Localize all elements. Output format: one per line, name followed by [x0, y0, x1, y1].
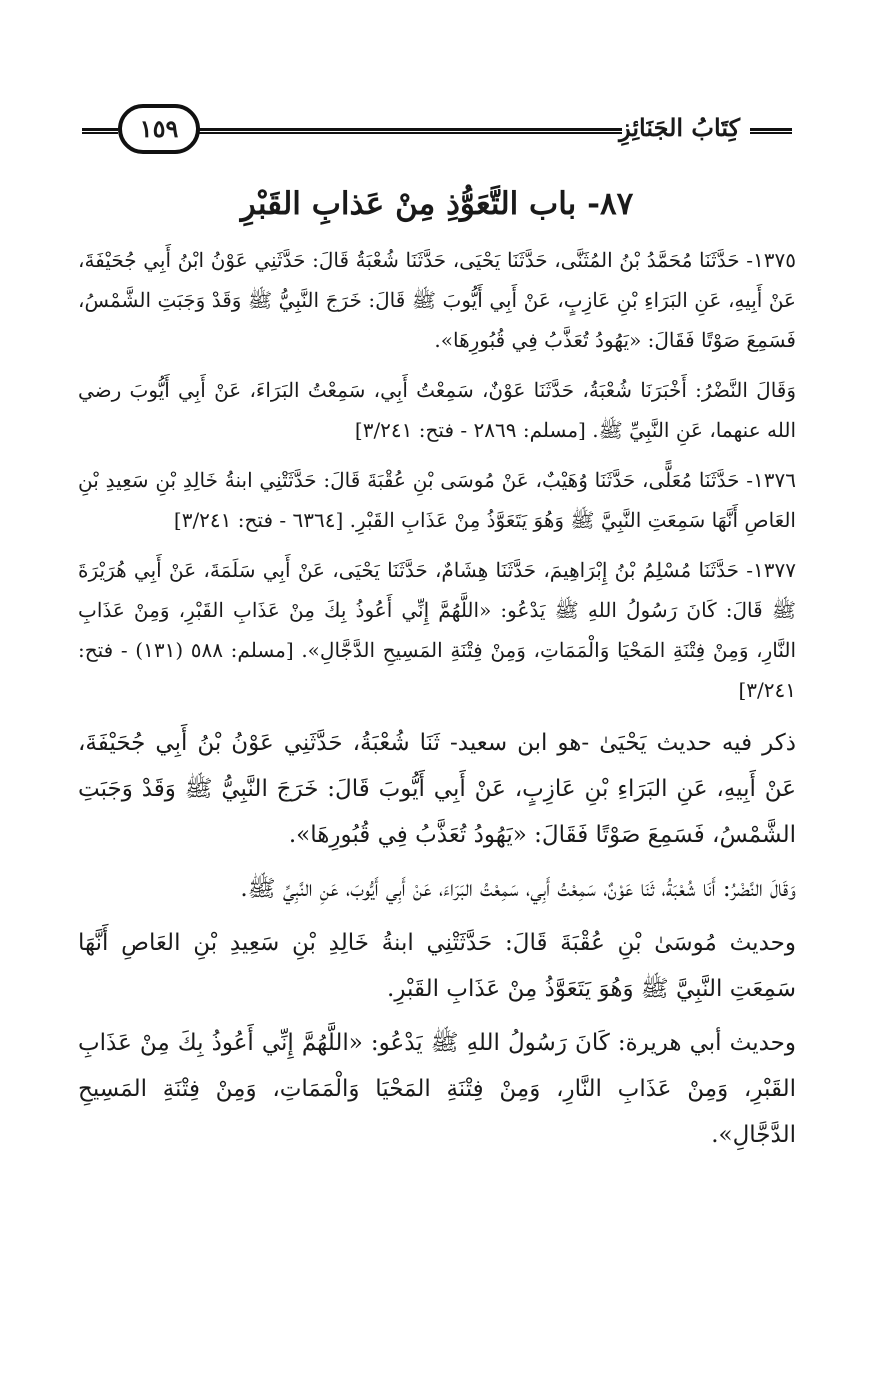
header-rule-right: [750, 128, 792, 134]
hadith-paragraph: وَقَالَ النَّضْرُ: أَخْبَرَنَا شُعْبَةُ، حَدَّثَنَا عَوْنٌ، سَمِعْتُ أَبِي، سَمِعْتُ البَرَاءَ، عَنْ أَبِي أَيُّوبَ رضي الله عنهما، عَنِ النَّبِيِّ ﷺ. [مسلم: ٢٨٦٩ - فتح: ٣/٢٤١]: [78, 378, 797, 442]
chapter-title: ٨٧- باب التَّعَوُّذِ مِنْ عَذابِ القَبْرِ: [240, 186, 634, 222]
page-number: ١٥٩: [139, 114, 179, 143]
body-text: [78, 240, 796, 1166]
page-number-frame: [118, 104, 200, 154]
book-title: كِتَابُ الجَنَائِزِ: [619, 113, 740, 142]
commentary-paragraph: ذكر فيه حديث يَحْيَىٰ -هو ابن سعيد- ثَنَا شُعْبَةُ، حَدَّثَنِي عَوْنُ بْنُ أَبِي جُحَيْفَةَ، عَنْ أَبِيهِ، عَنِ البَرَاءِ بْنِ عَازِبٍ، عَنْ أَبِي أَيُّوبَ قَالَ: خَرَجَ النَّبِيُّ ﷺ وَقَدْ وَجَبَتِ الشَّمْسُ، فَسَمِعَ صَوْتًا فَقَالَ: «يَهُودُ تُعَذَّبُ فِي قُبُورِهَا».: [78, 730, 796, 848]
commentary-paragraph: وحديث مُوسَىٰ بْنِ عُقْبَةَ قَالَ: حَدَّثَتْنِي ابنةُ خَالِدِ بْنِ سَعِيدِ بْنِ العَاصِ أَنَّهَا سَمِعَتِ النَّبِيَّ ﷺ وَهُوَ يَتَعَوَّذُ مِنْ عَذَابِ القَبْرِ.: [78, 930, 796, 1002]
page-header: [82, 96, 792, 160]
header-rule-left: [82, 128, 118, 134]
hadith-paragraph: ١٣٧٧- حَدَّثَنَا مُسْلِمُ بْنُ إِبْرَاهِيمَ، حَدَّثَنَا هِشَامٌ، حَدَّثَنَا يَحْيَى، عَنْ أَبِي سَلَمَةَ، عَنْ أَبِي هُرَيْرَةَ ﷺ قَالَ: كَانَ رَسُولُ اللهِ ﷺ يَدْعُو: «اللَّهُمَّ إِنِّي أَعُوذُ بِكَ مِنْ عَذَابِ القَبْرِ، وَمِنْ عَذَابِ النَّارِ، وَمِنْ فِتْنَةِ المَحْيَا وَالْمَمَاتِ، وَمِنْ فِتْنَةِ المَسِيحِ الدَّجَّالِ». [مسلم: ٥٨٨ (١٣١) - فتح: ٣/٢٤١]: [78, 558, 797, 702]
header-rule-middle: [194, 128, 622, 134]
commentary-paragraph: وَقَالَ النَّضْرُ: أَنَا شُعْبَةُ، ثَنَا عَوْنٌ، سَمِعْتُ أَبِي، سَمِعْتُ البَرَاءَ، عَنْ أَبِي أَيُّوبَ، عَنِ النَّبِيِّ ﷺ.: [240, 876, 796, 902]
hadith-paragraph: ١٣٧٦- حَدَّثَنَا مُعَلًّى، حَدَّثَنَا وُهَيْبٌ، عَنْ مُوسَى بْنِ عُقْبَةَ قَالَ: حَدَّثَتْنِي ابنةُ خَالِدِ بْنِ سَعِيدِ بْنِ العَاصِ أَنَّهَا سَمِعَتِ النَّبِيَّ ﷺ وَهُوَ يَتَعَوَّذُ مِنْ عَذَابِ القَبْرِ. [٦٣٦٤ - فتح: ٣/٢٤١]: [78, 468, 796, 532]
hadith-paragraph: ١٣٧٥- حَدَّثَنَا مُحَمَّدُ بْنُ المُثَنَّى، حَدَّثَنَا يَحْيَى، حَدَّثَنَا شُعْبَةُ قَالَ: حَدَّثَنِي عَوْنُ ابْنُ أَبِي جُحَيْفَةَ، عَنْ أَبِيهِ، عَنِ البَرَاءِ بْنِ عَازِبٍ، عَنْ أَبِي أَيُّوبَ ﷺ قَالَ: خَرَجَ النَّبِيُّ ﷺ وَقَدْ وَجَبَتِ الشَّمْسُ، فَسَمِعَ صَوْتًا فَقَالَ: «يَهُودُ تُعَذَّبُ فِي قُبُورِهَا».: [78, 248, 796, 352]
commentary-paragraph: وحديث أبي هريرة: كَانَ رَسُولُ اللهِ ﷺ يَدْعُو: «اللَّهُمَّ إِنِّي أَعُوذُ بِكَ مِنْ عَذَابِ القَبْرِ، وَمِنْ عَذَابِ النَّارِ، وَمِنْ فِتْنَةِ المَحْيَا وَالْمَمَاتِ، وَمِنْ فِتْنَةِ المَسِيحِ الدَّجَّالِ».: [78, 1030, 796, 1148]
